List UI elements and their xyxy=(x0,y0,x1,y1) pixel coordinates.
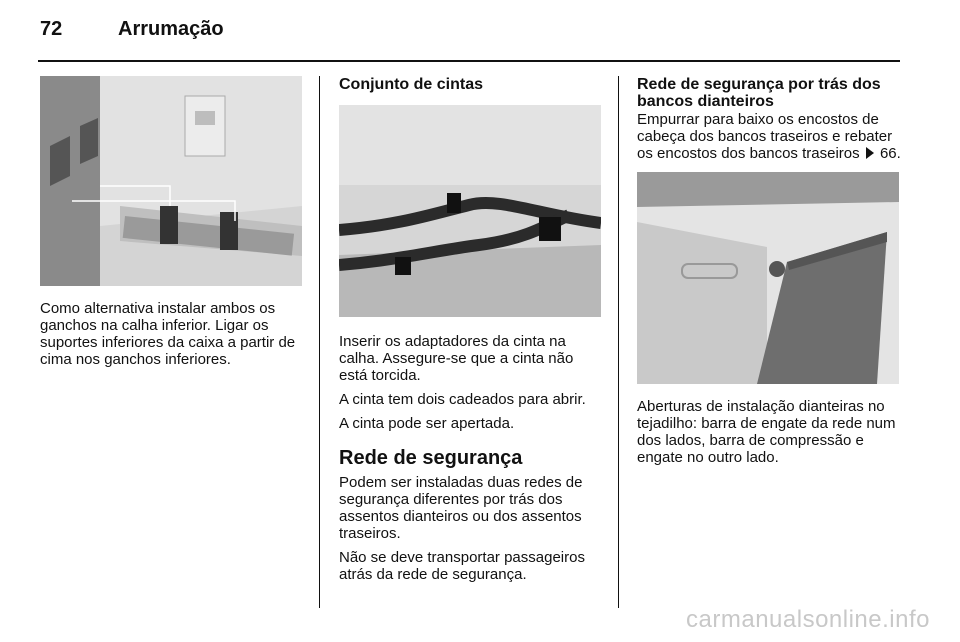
front-net-heading: Rede de segurança por trás dos bancos dianteiros xyxy=(637,76,881,110)
col2-p2: A cinta tem dois cadeados para abrir. xyxy=(339,391,586,408)
column-1 xyxy=(40,76,302,375)
page-number: 72 xyxy=(40,18,63,40)
col2-p4: Podem ser instaladas duas redes de segurança diferentes por trás dos assentos dianteiros ou dos assentos traseiros. xyxy=(339,474,583,542)
col3-p2: Aberturas de instalação dianteiras no tejadilho: barra de engate da rede num dos lados, barra de compressão e engate no outro lado. xyxy=(637,398,896,466)
col2-p1: Inserir os adaptadores da cinta na calha. Assegure-se que a cinta não está torcida. xyxy=(339,333,574,384)
column-divider-1 xyxy=(319,76,320,608)
col3-p1-text: Empurrar para baixo os encostos de cabeça dos bancos traseiros e rebater os encostos dos bancos traseiros xyxy=(637,111,893,162)
col3-p1-ref: 66. xyxy=(879,145,901,162)
column-2 xyxy=(339,76,601,590)
page-reference-arrow-icon xyxy=(866,147,874,159)
col2-p3: A cinta pode ser apertada. xyxy=(339,415,515,432)
col1-paragraph: Como alternativa instalar ambos os ganchos na calha inferior. Ligar os suportes inferiores da caixa a partir de cima nos ganchos inferiores. xyxy=(40,300,296,368)
col3-p1 xyxy=(637,111,901,162)
column-3 xyxy=(637,76,901,473)
watermark: carmanualsonline.info xyxy=(686,606,930,633)
col2-p5: Não se deve transportar passageiros atrás da rede de segurança. xyxy=(339,549,585,583)
header-rule xyxy=(38,60,900,62)
front-net-illustration xyxy=(637,172,899,384)
strap-set-illustration xyxy=(339,105,601,317)
strap-set-heading: Conjunto de cintas xyxy=(339,76,483,93)
hook-rail-illustration xyxy=(40,76,302,286)
page-title: Arrumação xyxy=(118,18,224,40)
safety-net-heading: Rede de segurança xyxy=(339,447,523,469)
column-divider-2 xyxy=(618,76,619,608)
